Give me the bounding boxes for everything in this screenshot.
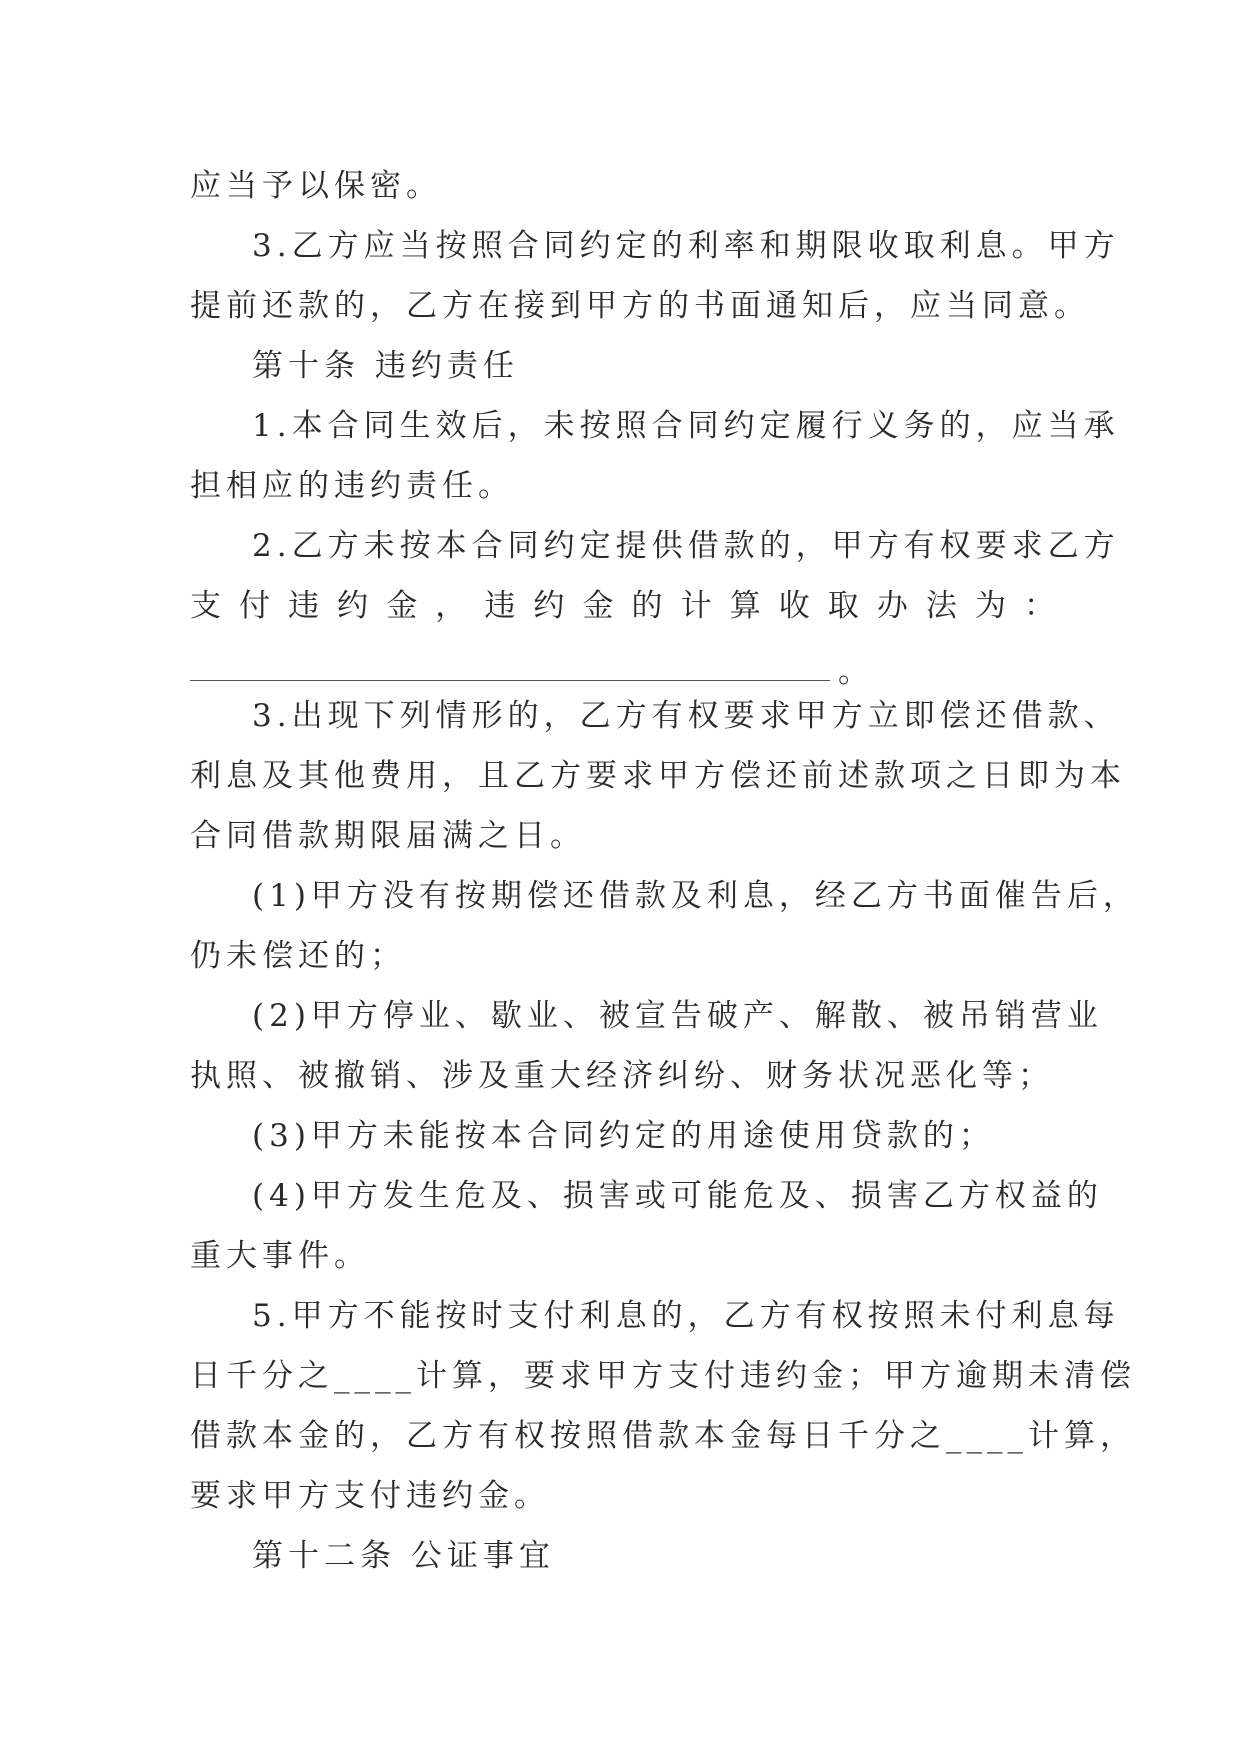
article-10-item-5-line-4: 要求甲方支付违约金。 [190, 1478, 550, 1514]
subitem-1-line-2: 仍未偿还的； [190, 938, 406, 974]
article-10-item-3-line-3: 合同借款期限届满之日。 [190, 818, 586, 854]
article-10-item-5-line-2: 日千分之____计算，要求甲方支付违约金；甲方逾期未清偿 [190, 1358, 1136, 1394]
clause-9-item-3-line-2: 提前还款的，乙方在接到甲方的书面通知后，应当同意。 [190, 288, 1090, 324]
subitem-2-line-1: (2)甲方停业、歇业、被宣告破产、解散、被吊销营业 [252, 998, 1103, 1034]
article-10-item-5-line-3: 借款本金的，乙方有权按照借款本金每日千分之____计算， [190, 1418, 1136, 1454]
subitem-3-line-1: (3)甲方未能按本合同约定的用途使用贷款的； [252, 1118, 995, 1154]
section-heading-article-10: 第十条 违约责任 [252, 348, 519, 384]
article-10-item-1-line-1: 1.本合同生效后，未按照合同约定履行义务的，应当承 [252, 408, 1120, 444]
clause-9-item-3-line-1: 3.乙方应当按照合同约定的利率和期限收取利息。甲方 [252, 228, 1120, 264]
article-10-item-2-line-1: 2.乙方未按本合同约定提供借款的，甲方有权要求乙方 [252, 528, 1120, 564]
subitem-2-line-2: 执照、被撤销、涉及重大经济纠纷、财务状况恶化等； [190, 1058, 1054, 1094]
section-heading-article-12: 第十二条 公证事宜 [252, 1538, 555, 1574]
article-10-item-3-line-2: 利息及其他费用，且乙方要求甲方偿还前述款项之日即为本 [190, 758, 1126, 794]
subitem-4-line-1: (4)甲方发生危及、损害或可能危及、损害乙方权益的 [252, 1178, 1103, 1214]
text-line-confidential: 应当予以保密。 [190, 168, 442, 204]
penalty-method-blank [190, 654, 869, 690]
blank-line-period: 。 [838, 654, 869, 690]
subitem-4-line-2: 重大事件。 [190, 1238, 370, 1274]
article-10-item-5-line-1: 5.甲方不能按时支付利息的，乙方有权按照未付利息每 [252, 1298, 1120, 1334]
article-10-item-1-line-2: 担相应的违约责任。 [190, 468, 514, 504]
article-10-item-3-line-1: 3.出现下列情形的，乙方有权要求甲方立即偿还借款、 [252, 698, 1120, 734]
subitem-1-line-1: (1)甲方没有按期偿还借款及利息，经乙方书面催告后， [252, 878, 1139, 914]
blank-underline [190, 680, 830, 681]
article-10-item-2-line-2: 支付违约金，违约金的计算收取办法为： [190, 588, 1055, 624]
